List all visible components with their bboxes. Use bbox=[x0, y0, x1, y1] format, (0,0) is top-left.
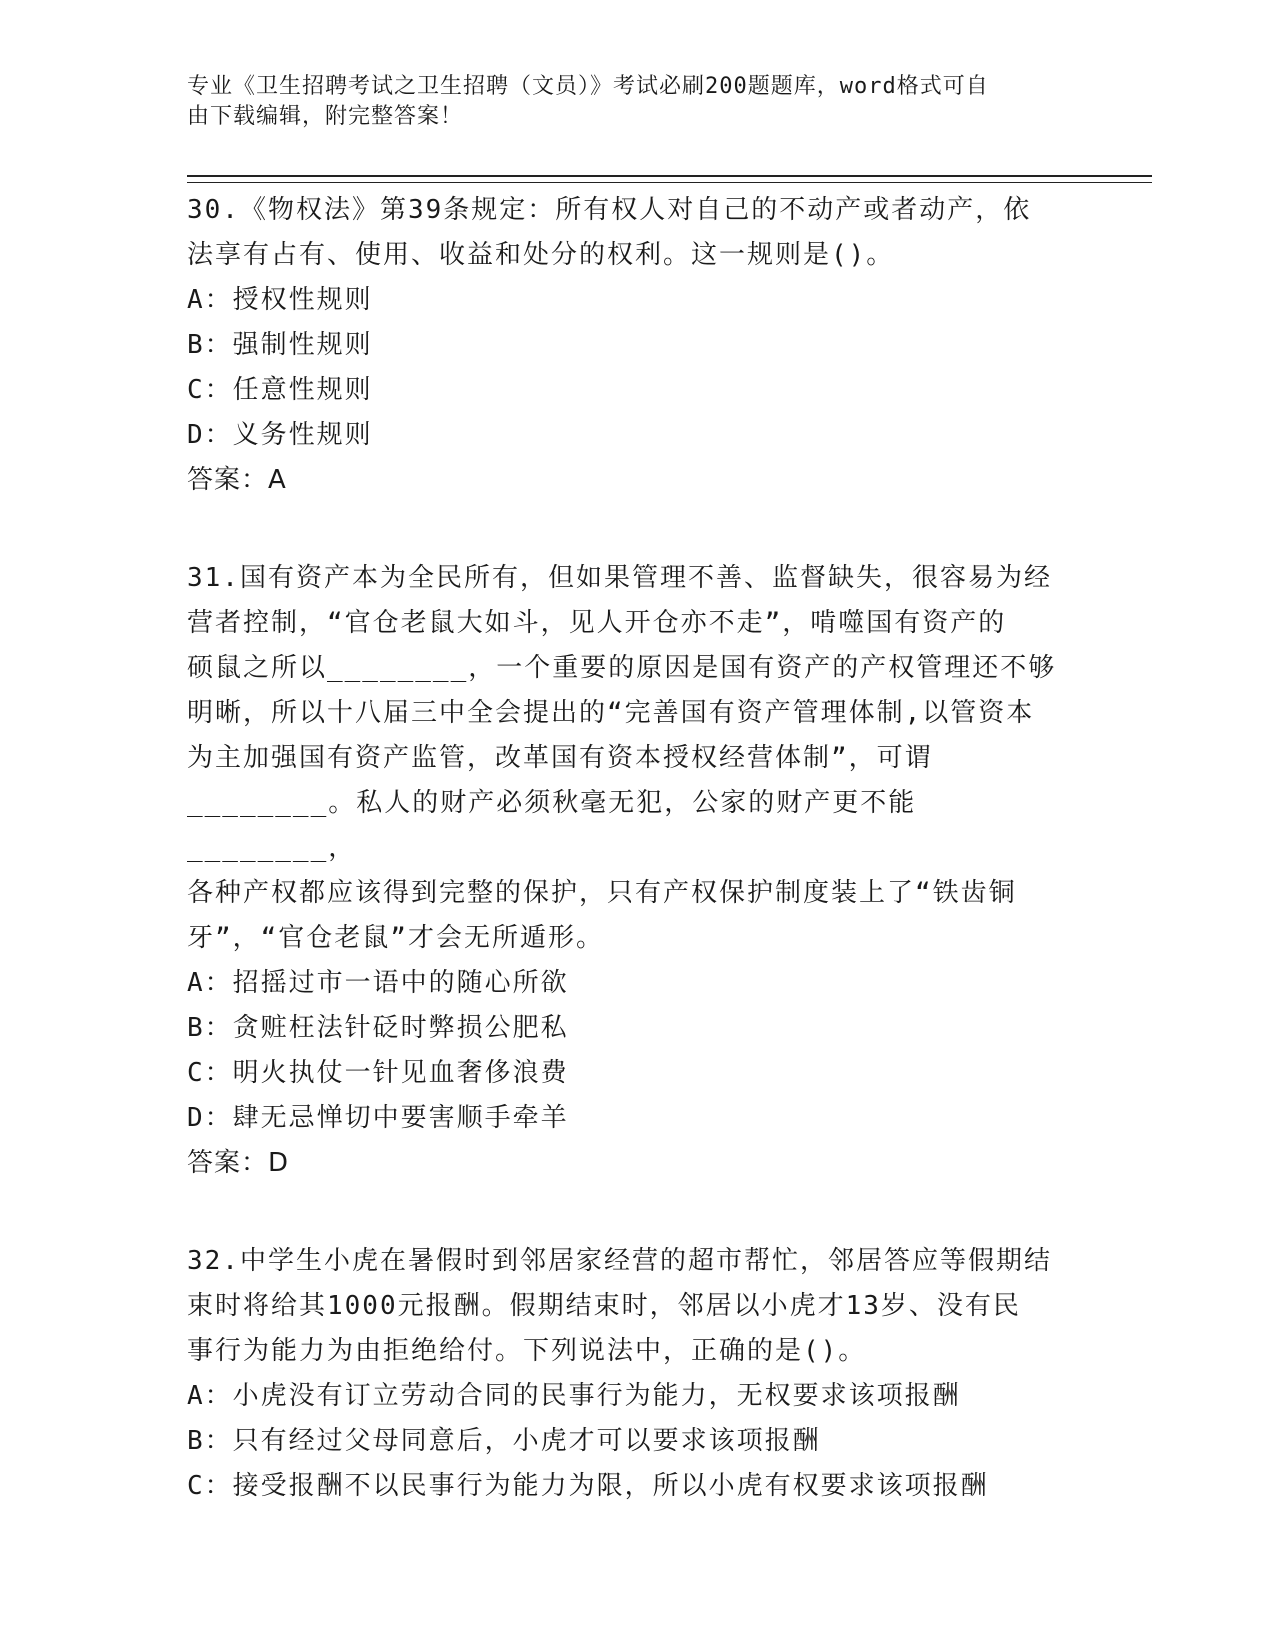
question-stem-line: 营者控制，“官仓老鼠大如斗，见人开仓亦不走”，啃噬国有资产的 bbox=[187, 608, 1007, 638]
option-b: B：贪赃枉法针砭时弊损公肥私 bbox=[187, 1013, 569, 1043]
question-stem-line: 牙”，“官仓老鼠”才会无所遁形。 bbox=[187, 923, 604, 953]
question-stem-line: 事行为能力为由拒绝给付。下列说法中，正确的是()。 bbox=[187, 1336, 867, 1366]
option-a: A：小虎没有订立劳动合同的民事行为能力，无权要求该项报酬 bbox=[187, 1381, 961, 1411]
question-stem-line: 束时将给其1000元报酬。假期结束时，邻居以小虎才13岁、没有民 bbox=[187, 1291, 1021, 1321]
question-spacer bbox=[187, 1186, 1067, 1239]
header-line-2: 由下载编辑，附完整答案！ bbox=[187, 104, 464, 129]
option-d: D：义务性规则 bbox=[187, 420, 373, 450]
question-32 bbox=[187, 1239, 1067, 1509]
answer-label: 答案：A bbox=[187, 465, 287, 495]
option-c: C：任意性规则 bbox=[187, 375, 373, 405]
header-line-1: 专业《卫生招聘考试之卫生招聘（文员）》考试必刷200题题库，word格式可自 bbox=[187, 74, 989, 99]
answer-label: 答案：D bbox=[187, 1148, 290, 1178]
question-31 bbox=[187, 556, 1067, 1186]
question-stem-line: 各种产权都应该得到完整的保护，只有产权保护制度装上了“铁齿铜 bbox=[187, 878, 1017, 908]
header-divider-thick bbox=[187, 175, 1152, 177]
option-d: D：肆无忌惮切中要害顺手牵羊 bbox=[187, 1103, 569, 1133]
question-stem-line: ________。私人的财产必须秋毫无犯，公家的财产更不能________， bbox=[187, 788, 917, 863]
question-stem-line: 法享有占有、使用、收益和处分的权利。这一规则是()。 bbox=[187, 240, 895, 270]
option-a: A：招摇过市一语中的随心所欲 bbox=[187, 968, 569, 998]
option-c: C：接受报酬不以民事行为能力为限，所以小虎有权要求该项报酬 bbox=[187, 1471, 989, 1501]
document-header bbox=[187, 72, 1067, 132]
question-30 bbox=[187, 188, 1067, 503]
option-b: B：只有经过父母同意后，小虎才可以要求该项报酬 bbox=[187, 1426, 821, 1456]
header-divider-thin bbox=[187, 182, 1152, 183]
option-a: A：授权性规则 bbox=[187, 285, 373, 315]
option-b: B：强制性规则 bbox=[187, 330, 373, 360]
question-stem-line: 硕鼠之所以________，一个重要的原因是国有资产的产权管理还不够 bbox=[187, 653, 1057, 683]
option-c: C：明火执仗一针见血奢侈浪费 bbox=[187, 1058, 569, 1088]
question-stem-line: 明晰，所以十八届三中全会提出的“完善国有资产管理体制,以管资本 bbox=[187, 698, 1035, 728]
question-stem-line: 32.中学生小虎在暑假时到邻居家经营的超市帮忙，邻居答应等假期结 bbox=[187, 1246, 1052, 1276]
question-stem-line: 31.国有资产本为全民所有，但如果管理不善、监督缺失，很容易为经 bbox=[187, 563, 1052, 593]
question-stem-line: 为主加强国有资产监管，改革国有资本授权经营体制”，可谓 bbox=[187, 743, 933, 773]
question-list bbox=[187, 188, 1067, 1509]
question-stem-line: 30.《物权法》第39条规定：所有权人对自己的不动产或者动产，依 bbox=[187, 195, 1032, 225]
question-spacer bbox=[187, 503, 1067, 556]
